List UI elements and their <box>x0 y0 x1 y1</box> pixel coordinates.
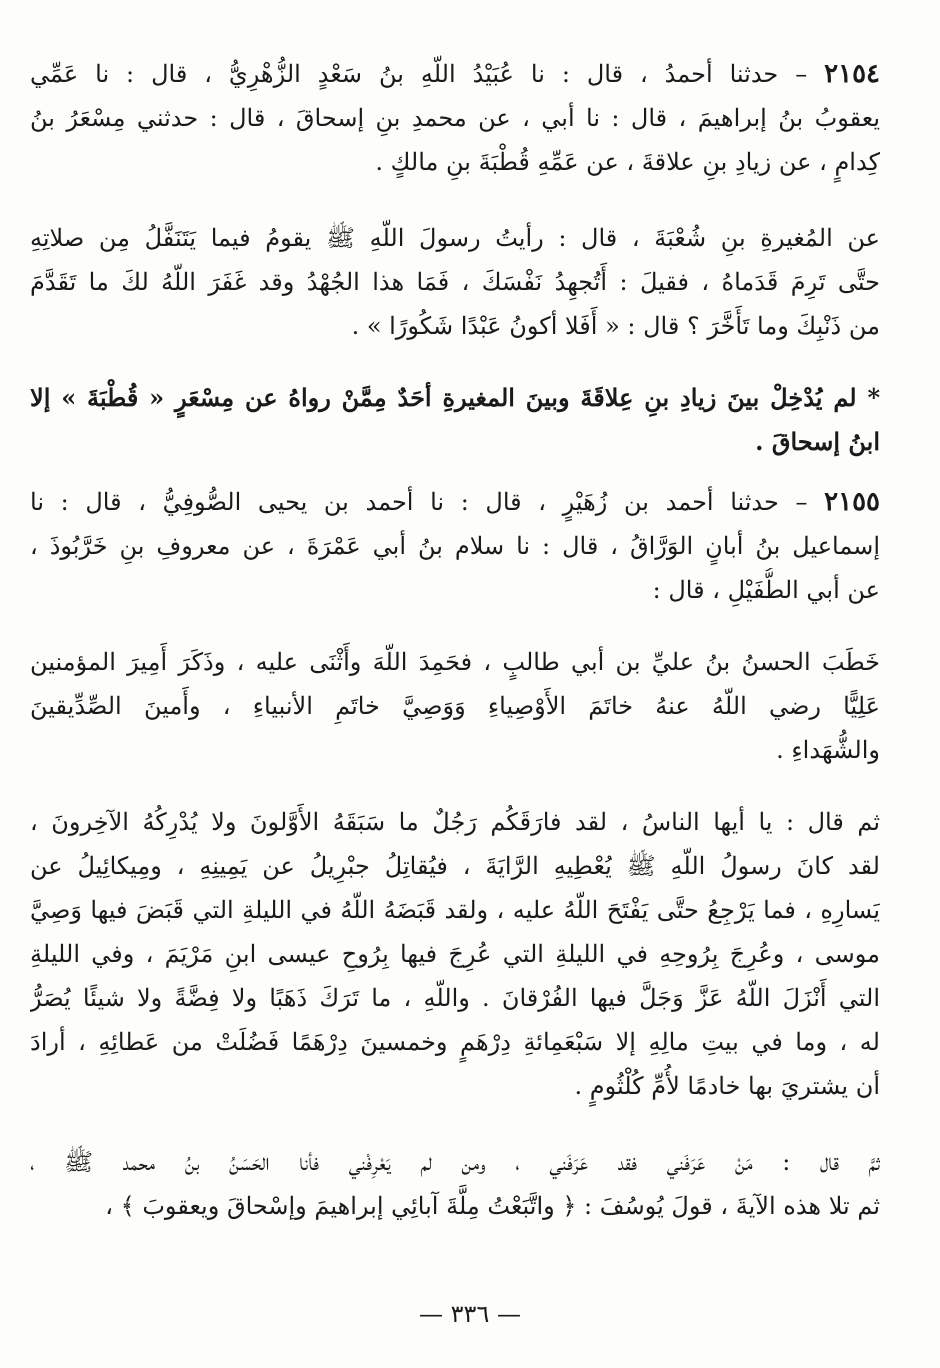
page-number: — ٣٣٦ — <box>419 1300 521 1328</box>
paragraph-line: ثم تلا هذه الآيةَ ، قولَ يُوسُفَ : ﴿ واتَّبَعْتُ مِلَّةَ آبائِي إبراهيمَ وإسْحاقَ ويعقوبَ ﴾ ، <box>105 1192 880 1220</box>
entry-line: إسماعيل بنُ أبانٍ الوَرَّاقُ ، قال : نا سلام بنُ أبي عَمْرَةَ ، عن معروفِ بنِ خَرَّبُوذَ ، <box>30 532 880 560</box>
paragraph-line: عَلِيًّا رضي اللّهُ عنهُ خاتَمَ الأَوْصِياءِ وَوَصِيَّ خاتَمِ الأنبياءِ ، وأَمينَ الصِّدِّيقينَ <box>30 692 880 720</box>
hadith-entry-2154 <box>30 52 880 184</box>
hadith-body-2154 <box>30 216 880 348</box>
paragraph-1 <box>30 640 880 772</box>
hadith-entry-2155 <box>30 480 880 612</box>
paragraph-line: التي أَنْزَلَ اللّهُ عَزَّ وَجَلَّ فيها الفُرْقانَ . واللّهِ ، ما تَرَكَ ذَهَبًا ولا فِضَّةً ولا شيئًا يُصَرُّ <box>30 984 880 1012</box>
paragraph-line: لقد كانَ رسولُ اللّهِ ﷺ يُعْطِيهِ الرَّايَةَ ، فيُقاتِلُ جبْرِيلُ عن يَمِينِهِ ، ومِيكائِيلُ عن <box>30 852 880 880</box>
paragraph-line: له ، وما في بيتِ مالِهِ إلا سَبْعَمِائةِ دِرْهَمٍ وخمسينَ دِرْهَمًا فَضُلَتْ من عَطائِهِ ، أرادَ <box>30 1028 880 1056</box>
paragraph-line: خَطَبَ الحسنُ بنُ عليِّ بن أبي طالبٍ ، فحَمِدَ اللّهَ وأَثْنَى عليه ، وذَكَرَ أَمِيرَ المؤمنين <box>30 648 880 676</box>
paragraph-line: يَسارِهِ ، فما يَرْجِعُ حتَّى يَفْتَحَ اللّهُ عليه ، ولقد قَبَضَهُ اللّهُ في الليلةِ التي قَبَضَ فيها وَصِيَّ <box>30 896 880 924</box>
entry-text: – حدثنا أحمد بن زُهَيْرٍ ، قال : نا أحمد بن يحيى الصُّوفِيُّ ، قال : نا <box>30 488 808 516</box>
body-line: عن المُغيرةِ بنِ شُعْبَةَ ، قال : رأيتُ رسولَ اللّهِ ﷺ يقومُ فيما يَتَنَفَّلُ مِن صلاتِهِ <box>30 224 880 252</box>
paragraph-line: ثم قال : يا أيها الناسُ ، لقد فارَقَكُم رَجُلٌ ما سَبَقَهُ الأَوَّلونَ ولا يُدْرِكُهُ الآخِرونَ ، <box>30 808 880 836</box>
entry-line <box>30 480 880 524</box>
paragraph-2 <box>30 800 880 1108</box>
entry-line <box>30 52 880 96</box>
entry-line: عن أبي الطُّفَيْلِ ، قال : <box>652 576 880 604</box>
hadith-number: ٢١٥٥ <box>824 487 880 517</box>
paragraph-line: والشُّهَداءِ . <box>776 736 880 764</box>
body-line: من ذَنْبِكَ وما تَأَخَّرَ ؟ قال : « أَفَلا أكونُ عَبْدًا شَكُورًا » . <box>351 312 880 340</box>
paragraph-line: موسى ، وعُرِجَ بِرُوحِهِ في الليلةِ التي عُرِجَ فيها بِرُوحِ عيسى ابنِ مَرْيَمَ ، وفي الليلةِ <box>30 940 880 968</box>
paragraph-line: ثمَّ قال : مَنْ عَرَفَني فقد عَرَفَني ، ومن لم يَعْرِفْني فأنا الحَسَنُ بنُ محمد ﷺ ، <box>30 1148 880 1176</box>
entry-text: – حدثنا أحمدُ ، قال : نا عُبَيْدُ اللّهِ بنُ سَعْدٍ الزُّهْرِيُّ ، قال : نا عَمِّي <box>30 60 808 88</box>
hadith-number: ٢١٥٤ <box>824 59 880 89</box>
paragraph-line: أن يشتريَ بها خادمًا لأُمِّ كُلْثُومٍ . <box>574 1072 880 1100</box>
note-line: ابنُ إسحاقَ . <box>755 427 880 456</box>
body-line: حتَّى تَرِمَ قَدَماهُ ، فقيلَ : أَتُجهِدُ نَفْسَكَ ، فَمَا هذا الجُهْدُ وقد غَفَرَ اللّهُ لكَ ما تَقَدَّمَ <box>30 268 880 296</box>
paragraph-3 <box>30 1140 880 1228</box>
entry-line: يعقوبُ بنُ إبراهيمَ ، قال : نا أبي ، عن محمدِ بنِ إسحاقَ ، قال : حدثني مِسْعَرُ بنُ <box>30 104 880 132</box>
entry-line: كِدامٍ ، عن زيادِ بنِ علاقةَ ، عن عَمِّهِ قُطْبَةَ بنِ مالكٍ . <box>375 148 880 176</box>
note-line: * لم يُدْخِلْ بينَ زيادِ بنِ عِلاقَةَ وبينَ المغيرةِ أحَدٌ مِمَّنْ رواهُ عن مِسْعَرٍ « قُطْبَةَ » إلا <box>30 383 880 412</box>
commentary-note <box>30 376 880 464</box>
